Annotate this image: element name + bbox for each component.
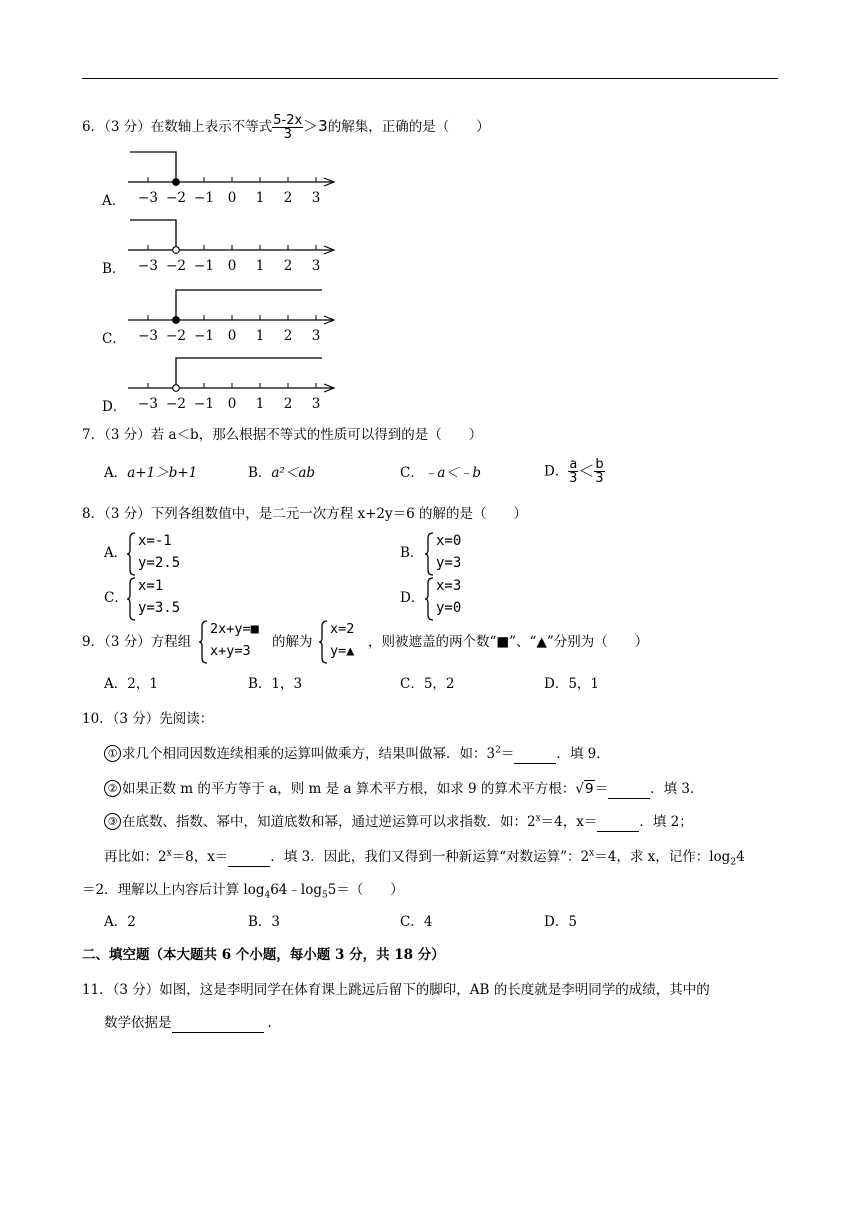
q10-line-3: ③ 在底数、指数、幂中，知道底数和幂，通过逆运算可以求指数．如：$2^x=4$，x＝ ．填 2； — [104, 813, 693, 832]
q10-option-b[interactable]: B．3 — [248, 914, 281, 930]
solid-dot-icon — [173, 179, 180, 186]
q9-option-d[interactable]: D．5，1 — [544, 676, 600, 692]
q8-stem: 8．（3 分）下列各组数值中，是二元一次方程 x+2y＝6 的解的是（ ） — [82, 506, 528, 522]
q6-number-line-d — [118, 356, 348, 420]
brace-icon — [424, 577, 434, 621]
circled-2: ② — [104, 780, 121, 797]
q10-option-c[interactable]: C．4 — [400, 914, 433, 930]
tick-label: 1 — [255, 190, 265, 206]
q8-option-d-letter[interactable]: D． — [400, 590, 425, 606]
solution-ray — [176, 358, 322, 384]
tick-label: −1 — [194, 190, 214, 206]
solution-ray — [176, 290, 322, 316]
tick-label: 1 — [255, 328, 265, 344]
answer-blank[interactable] — [514, 745, 556, 764]
circled-1: ① — [104, 745, 121, 762]
brace-icon — [424, 532, 434, 576]
tick-label: 2 — [283, 328, 293, 344]
tick-label: −1 — [194, 328, 214, 344]
q6-option-d-letter[interactable]: D． — [102, 399, 127, 415]
q8-option-b-letter[interactable]: B． — [400, 545, 424, 561]
brace-icon — [126, 577, 136, 621]
answer-blank[interactable] — [608, 780, 650, 799]
brace-icon — [318, 620, 328, 664]
q10-line-4: 再比如：$2^x=8$，x＝ ．填 3．因此，我们又得到一种新运算“对数运算”：$2^x=4$，求 x，记作：$\log_24$ — [104, 848, 745, 868]
tick-label: −3 — [138, 328, 158, 344]
tick-label: 2 — [283, 396, 293, 412]
tick-label: 2 — [283, 258, 293, 274]
brace-icon — [198, 620, 208, 664]
header-rule — [82, 78, 778, 79]
q10-option-a[interactable]: A．2 — [104, 914, 136, 930]
tick-label: −2 — [166, 396, 186, 412]
tick-label: 3 — [311, 190, 321, 206]
q9-stem-prefix: 9．（3 分）方程组 — [82, 634, 192, 650]
tick-label: 0 — [227, 190, 237, 206]
tick-label: 0 — [227, 396, 237, 412]
tick-label: 1 — [255, 396, 265, 412]
tick-label: 1 — [255, 258, 265, 274]
circled-3: ③ — [104, 813, 121, 830]
q7-option-b[interactable]: B．a²＜ab — [248, 465, 316, 481]
q6-fraction: $\frac{5-2x}{3}$ — [273, 113, 303, 142]
tick-label: 2 — [283, 190, 293, 206]
tick-label: −2 — [166, 258, 186, 274]
tick-label: −1 — [194, 396, 214, 412]
solid-dot-icon — [173, 317, 180, 324]
tick-label: −3 — [138, 190, 158, 206]
q6-stem: 6．（3 分）在数轴上表示不等式 $\frac{5-2x}{3}$ ＞3的解集，正确的是（ ） — [82, 113, 490, 142]
tick-label: −1 — [194, 258, 214, 274]
q10-stem: 10．（3 分）先阅读： — [82, 711, 214, 727]
q6-option-a-letter[interactable]: A． — [102, 193, 126, 209]
q7-option-a[interactable]: A．a+1＞b+1 — [104, 465, 198, 481]
q10-option-d[interactable]: D．5 — [544, 914, 577, 930]
hollow-dot-icon — [173, 385, 180, 392]
q9-stem-mid: 的解为 — [272, 634, 313, 650]
tick-label: −2 — [166, 190, 186, 206]
q10-line-5: ＝2．理解以上内容后计算 $\log_464﹣\log_55=$（ ） — [82, 882, 404, 901]
tick-label: 3 — [311, 258, 321, 274]
section-2-heading: 二、填空题（本大题共 6 个小题，每小题 3 分，共 18 分） — [82, 947, 445, 963]
q9-option-b[interactable]: B．1，3 — [248, 676, 303, 692]
q6-number-line-a — [118, 150, 348, 214]
q10-line-1: ① 求几个相同因数连续相乘的运算叫做乘方，结果叫做幂．如：$3^2=$ ．填 9． — [104, 745, 610, 764]
answer-blank[interactable] — [228, 848, 270, 867]
q11-line-2: 数学依据是 ． — [104, 1015, 281, 1031]
tick-label: 0 — [227, 258, 237, 274]
brace-icon — [126, 532, 136, 576]
tick-label: −3 — [138, 258, 158, 274]
tick-label: 3 — [311, 328, 321, 344]
q6-option-c-letter[interactable]: C． — [102, 331, 126, 347]
tick-label: −2 — [166, 328, 186, 344]
q8-option-a-letter[interactable]: A． — [104, 545, 128, 561]
q7-stem: 7．（3 分）若 a＜b，那么根据不等式的性质可以得到的是（ ） — [82, 427, 483, 443]
q7-option-d[interactable]: D． $\frac{a}{3}$ ＜ $\frac{b}{3}$ — [544, 457, 604, 486]
q9-option-c[interactable]: C．5，2 — [400, 676, 455, 692]
solution-ray — [130, 220, 176, 246]
q10-line-2: ② 如果正数 m 的平方等于 a，则 m 是 a 算术平方根，如求 9 的算术平方根：√9＝ ．填 3． — [104, 780, 704, 799]
q6-number-line-c — [118, 288, 348, 352]
q6-number-line-b — [118, 218, 348, 282]
tick-label: 0 — [227, 328, 237, 344]
q6-option-b-letter[interactable]: B． — [102, 261, 126, 277]
q9-stem-suffix: ，则被遮盖的两个数“■”、“▲”分别为（ ） — [368, 634, 649, 650]
tick-label: 3 — [311, 396, 321, 412]
q8-option-c-letter[interactable]: C． — [104, 590, 128, 606]
sqrt-symbol: √9 — [575, 781, 594, 797]
hollow-dot-icon — [173, 247, 180, 254]
tick-label: −3 — [138, 396, 158, 412]
q7-option-c[interactable]: C．﹣a＜﹣b — [400, 465, 482, 481]
solution-ray — [130, 152, 176, 178]
answer-blank[interactable] — [597, 813, 639, 832]
answer-blank[interactable] — [172, 1014, 264, 1033]
q9-option-a[interactable]: A．2，1 — [104, 676, 158, 692]
q11-line-1: 11．（3 分）如图，这是李明同学在体育课上跳远后留下的脚印，AB 的长度就是李明同学的成绩，其中的 — [82, 982, 710, 998]
